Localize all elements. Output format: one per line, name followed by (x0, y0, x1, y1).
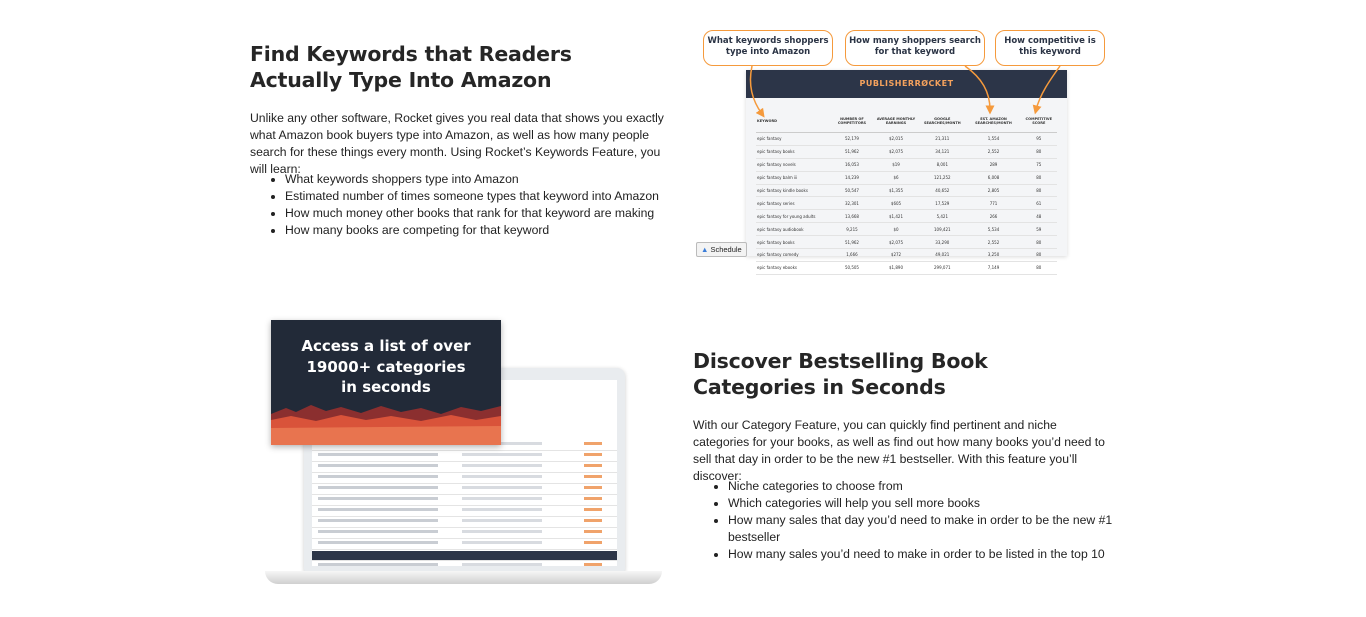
list-item: • How many sales that day you’d need to make in order to be the new #1 bestseller (728, 512, 1128, 546)
table-cell: $1,355 (874, 184, 918, 197)
table-cell: epic fantasy kindle books (756, 184, 830, 197)
table-cell: 2,552 (966, 145, 1020, 158)
table-row (312, 495, 617, 506)
table-cell: $2,075 (874, 236, 918, 249)
table-row (756, 145, 1057, 158)
categories-section-paragraph: With our Category Feature, you can quickly find pertinent and niche categories for your books, as well as find out how many books you’d need to sell that day in order to be the new #1 bestseller. With this feature you’ll discover: (693, 418, 1105, 483)
table-cell: 52,179 (830, 133, 874, 146)
column-header: AVERAGE MONTHLY EARNINGS (874, 110, 918, 133)
table-row (312, 484, 617, 495)
table-cell: 14,239 (830, 171, 874, 184)
table-cell: 2,552 (966, 236, 1020, 249)
table-row (312, 451, 617, 462)
table-row (756, 184, 1057, 197)
table-cell: $1,890 (874, 261, 918, 274)
keywords-feature-list (250, 171, 705, 239)
table-cell: epic fantasy books (756, 145, 830, 158)
table-row (756, 236, 1057, 249)
table-row (312, 528, 617, 539)
table-footer (312, 551, 617, 560)
table-cell: 51,962 (830, 236, 874, 249)
column-header: KEYWORD (756, 110, 830, 133)
keywords-section-heading: Find Keywords that Readers Actually Type Into Amazon (250, 42, 572, 92)
table-cell: 1,554 (966, 133, 1020, 146)
table-cell: 16,053 (830, 158, 874, 171)
table-row (312, 506, 617, 517)
table-cell: $2,075 (874, 145, 918, 158)
publisher-rocket-logo: PUBLISHERRØCKET (746, 70, 1067, 98)
list-item: • Which categories will help you sell more books (728, 495, 1128, 512)
table-row (312, 517, 617, 528)
table-cell: 80 (1021, 261, 1057, 274)
list-item: • How many sales you’d need to make in order to be listed in the top 10 (728, 546, 1128, 563)
callout-competition: How competitive is this keyword (995, 30, 1105, 66)
table-row (756, 171, 1057, 184)
callout-searches: How many shoppers search for that keyword (845, 30, 985, 66)
table-cell: $2,015 (874, 133, 918, 146)
table-cell: 49,021 (918, 249, 966, 262)
keywords-section-paragraph: Unlike any other software, Rocket gives you real data that shows you exactly what Amazon book buyers type into Amazon, as well as how many people search for these things every month. Using Rocket’s Keywords Feature, you will learn: (250, 111, 664, 176)
table-cell: 289 (966, 158, 1020, 171)
table-cell: 80 (1021, 171, 1057, 184)
table-row (312, 473, 617, 484)
table-cell: 48 (1021, 210, 1057, 223)
table-cell: 59 (1021, 223, 1057, 236)
callout-keywords: What keywords shoppers type into Amazon (703, 30, 833, 66)
table-cell: $19 (874, 158, 918, 171)
table-cell: 5,421 (918, 210, 966, 223)
table-cell: 266 (966, 210, 1020, 223)
table-row (312, 561, 617, 566)
table-row (756, 158, 1057, 171)
table-cell: epic fantasy comedy (756, 249, 830, 262)
table-cell: 299,071 (918, 261, 966, 274)
table-cell: 121,252 (918, 171, 966, 184)
table-cell: $605 (874, 197, 918, 210)
table-cell: 32,301 (830, 197, 874, 210)
table-cell: 51,962 (830, 145, 874, 158)
schedule-button[interactable]: ▲ Schedule (696, 242, 747, 257)
table-cell: 8,001 (918, 158, 966, 171)
table-cell: 80 (1021, 145, 1057, 158)
list-item: • How much money other books that rank for that keyword are making (285, 205, 705, 222)
table-cell: 34,121 (918, 145, 966, 158)
column-header: COMPETITIVE SCORE (1021, 110, 1057, 133)
categories-promo-card (271, 320, 501, 445)
laptop-base (265, 571, 662, 584)
table-row (312, 462, 617, 473)
table-cell: epic fantasy books (756, 236, 830, 249)
table-cell: 1,666 (830, 249, 874, 262)
table-row (312, 539, 617, 550)
table-cell: 80 (1021, 184, 1057, 197)
table-cell: 9,215 (830, 223, 874, 236)
table-cell: 17,529 (918, 197, 966, 210)
table-cell: 13,668 (830, 210, 874, 223)
table-cell: 2,805 (966, 184, 1020, 197)
table-cell: $0 (874, 223, 918, 236)
table-cell: epic fantasy series (756, 197, 830, 210)
list-item: • Niche categories to choose from (728, 478, 1128, 495)
categories-table (312, 440, 617, 566)
table-cell: epic fantasy audiobook (756, 223, 830, 236)
table-cell: epic fantasy (756, 133, 830, 146)
table-cell: 33,290 (918, 236, 966, 249)
table-row (756, 261, 1057, 274)
table-row (756, 223, 1057, 236)
table-cell: 50,547 (830, 184, 874, 197)
column-header: NUMBER OF COMPETITORS (830, 110, 874, 133)
keywords-table-panel (746, 70, 1067, 271)
table-row (756, 197, 1057, 210)
table-cell: 5,534 (966, 223, 1020, 236)
table-cell: epic fantasy ebooks (756, 261, 830, 274)
categories-feature-list (693, 478, 1128, 563)
table-cell: epic fantasy novels (756, 158, 830, 171)
table-cell: epic fantasy balm iii (756, 171, 830, 184)
column-header: GOOGLE SEARCHES/MONTH (918, 110, 966, 133)
mountain-illustration-icon (271, 402, 501, 445)
table-cell: 61 (1021, 197, 1057, 210)
list-item: • Estimated number of times someone types that keyword into Amazon (285, 188, 705, 205)
list-item: • How many books are competing for that keyword (285, 222, 705, 239)
table-cell: $272 (874, 249, 918, 262)
column-header: EST. AMAZON SEARCHES/MONTH (966, 110, 1020, 133)
list-item: • What keywords shoppers type into Amazon (285, 171, 705, 188)
table-cell: $6 (874, 171, 918, 184)
schedule-icon: ▲ (701, 245, 709, 254)
table-cell: 771 (966, 197, 1020, 210)
table-cell: 75 (1021, 158, 1057, 171)
table-cell: 50,505 (830, 261, 874, 274)
table-cell: 21,311 (918, 133, 966, 146)
table-cell: 80 (1021, 236, 1057, 249)
keywords-table (756, 110, 1057, 275)
table-cell: 3,250 (966, 249, 1020, 262)
table-cell: epic fantasy for young adults (756, 210, 830, 223)
table-cell: 40,652 (918, 184, 966, 197)
table-cell: 95 (1021, 133, 1057, 146)
promo-card-title: Access a list of over 19000+ categories in seconds (301, 337, 471, 396)
table-cell: 80 (1021, 249, 1057, 262)
table-cell: $1,421 (874, 210, 918, 223)
table-cell: 6,008 (966, 171, 1020, 184)
categories-section-heading: Discover Bestselling Book Categories in Seconds (693, 349, 988, 399)
table-cell: 109,421 (918, 223, 966, 236)
table-cell: 7,149 (966, 261, 1020, 274)
table-row (756, 133, 1057, 146)
table-row (756, 249, 1057, 262)
table-row (756, 210, 1057, 223)
